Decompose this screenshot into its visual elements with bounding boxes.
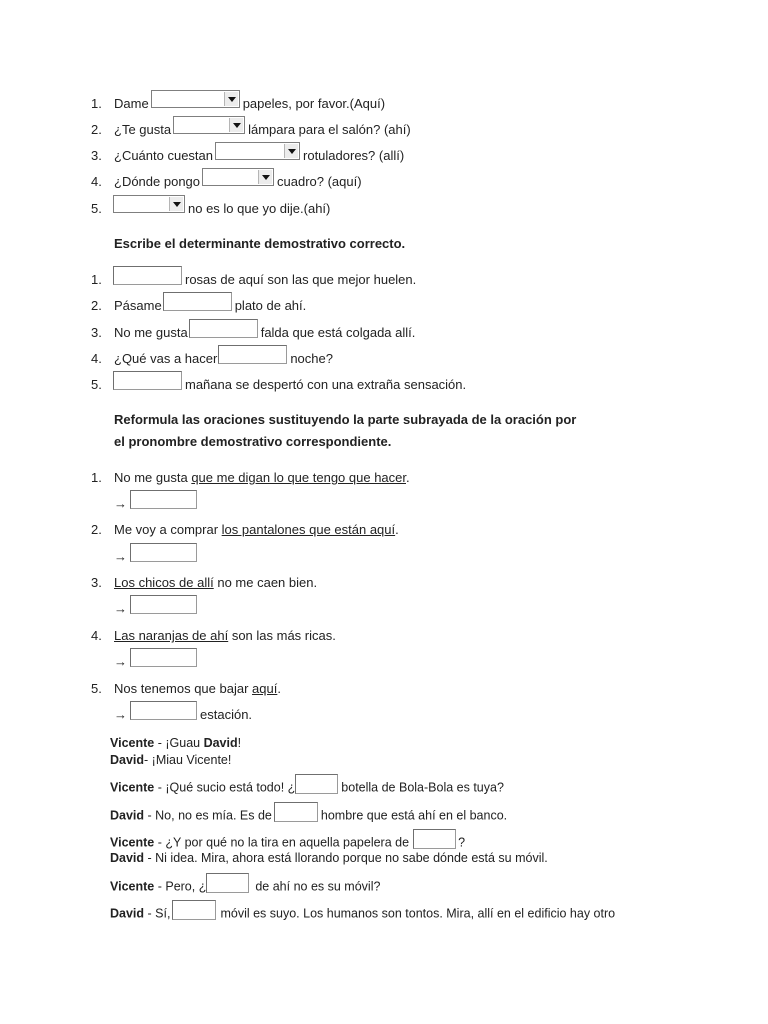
answer-input[interactable] (189, 319, 258, 338)
item-text-before: No me gusta (114, 470, 192, 485)
dialogue-line (110, 904, 615, 924)
item-number: 5. (91, 201, 102, 216)
answer-input[interactable] (130, 648, 197, 667)
answer-select[interactable] (113, 195, 185, 213)
answer-input[interactable] (172, 900, 216, 920)
speaker-name: Vicente (110, 780, 155, 795)
item-text-after-box: estación. (200, 707, 253, 722)
item-text-after: falda que está colgada allí. (260, 325, 416, 340)
answer-select[interactable] (215, 142, 300, 160)
answer-input[interactable] (274, 802, 318, 822)
answer-line (114, 547, 200, 567)
arrow-right-icon: → (114, 654, 127, 669)
item-number: 1. (91, 470, 102, 485)
item-number: 2. (91, 122, 102, 137)
item-text-before: No me gusta (114, 325, 188, 340)
underlined-phrase: los pantalones que están aquí (221, 522, 396, 537)
item-text-before: ¿Cuánto cuestan (114, 148, 214, 163)
answer-input[interactable] (130, 701, 197, 720)
item-text-after: papeles, por favor.(Aquí) (242, 96, 386, 111)
dialogue-text-end: ? (458, 835, 466, 850)
dialogue-line (110, 806, 507, 826)
item-text-before: ¿Qué vas a hacer (114, 351, 218, 366)
dialogue-text-end: ! (237, 736, 242, 750)
dialogue-line (110, 877, 380, 897)
answer-input[interactable] (413, 829, 456, 849)
answer-input[interactable] (130, 595, 197, 614)
answer-input[interactable] (113, 266, 182, 285)
answer-input[interactable] (218, 345, 287, 364)
item-text-after: no me caen bien. (213, 575, 318, 590)
dialogue-text-end: botella de Bola-Bola es tuya? (341, 780, 504, 795)
item-text-after: lámpara para el salón? (ahí) (248, 122, 411, 137)
item-number: 3. (91, 148, 102, 163)
arrow-right-icon: → (114, 601, 127, 616)
item-text-after: . (406, 470, 410, 485)
answer-input[interactable] (130, 490, 197, 509)
item-text-before: ¿Dónde pongo (114, 174, 201, 189)
dialogue-text: - ¿Y por qué no la tira en aquella papelera de (154, 835, 410, 850)
answer-select[interactable] (151, 90, 240, 108)
answer-input[interactable] (113, 371, 182, 390)
dialogue-text-end: móvil es suyo. Los humanos son tontos. Mira, allí en el edificio hay otro (220, 906, 616, 921)
section-heading: Reformula las oraciones sustituyendo la parte subrayada de la oración por (114, 412, 577, 427)
chevron-down-icon[interactable] (258, 170, 272, 184)
item-text-after: . (395, 522, 399, 537)
dialogue-text: - No, no es mía. Es de (144, 808, 272, 823)
dialogue-bold-name: David (203, 736, 238, 750)
item-number: 3. (91, 325, 102, 340)
chevron-down-icon[interactable] (229, 118, 243, 132)
item-text-before: ¿Te gusta (114, 122, 172, 137)
speaker-name: David (110, 906, 145, 921)
item-text-after: rotuladores? (allí) (303, 148, 405, 163)
dialogue-line (110, 850, 548, 866)
chevron-down-icon[interactable] (284, 144, 298, 158)
item-text-before: Me voy a comprar (114, 522, 222, 537)
speaker-name: David (110, 851, 145, 865)
chevron-down-icon[interactable] (224, 92, 238, 106)
item-number: 3. (91, 575, 102, 590)
answer-input[interactable] (163, 292, 232, 311)
item-text-after: plato de ahí. (234, 298, 307, 313)
speaker-name: David (110, 753, 145, 767)
dialogue-text: - ¡Guau (154, 736, 204, 750)
section-heading-line2: el pronombre demostrativo correspondiente. (114, 434, 392, 449)
item-number: 1. (91, 96, 102, 111)
dialogue-text: - Pero, ¿ (154, 879, 207, 894)
dialogue-line (110, 778, 504, 798)
answer-line (114, 652, 200, 672)
arrow-right-icon: → (114, 549, 127, 564)
dialogue-text: - ¡Qué sucio está todo! ¿ (154, 780, 296, 795)
underlined-phrase: que me digan lo que tengo que hacer (191, 470, 406, 485)
item-number: 4. (91, 628, 102, 643)
speaker-name: Vicente (110, 736, 155, 750)
underlined-phrase: Las naranjas de ahí (114, 628, 229, 643)
underlined-phrase: Los chicos de allí (114, 575, 214, 590)
arrow-right-icon: → (114, 496, 127, 511)
answer-line (114, 494, 200, 514)
answer-select[interactable] (173, 116, 245, 134)
item-text-before: Nos tenemos que bajar (114, 681, 253, 696)
dialogue-text-end: de ahí no es su móvil? (255, 879, 381, 894)
item-number: 1. (91, 272, 102, 287)
dialogue-line (110, 735, 241, 751)
answer-select[interactable] (202, 168, 274, 186)
item-text-after: noche? (290, 351, 333, 366)
dialogue-line (110, 752, 231, 768)
answer-input[interactable] (130, 543, 197, 562)
dialogue-text: - ¡Miau Vicente! (144, 753, 232, 767)
item-number: 2. (91, 298, 102, 313)
item-text-after: . (277, 681, 281, 696)
item-number: 2. (91, 522, 102, 537)
item-text-before: Pásame (114, 298, 162, 313)
item-text-after: no es lo que yo dije.(ahí) (188, 201, 331, 216)
item-text-after: rosas de aquí son las que mejor huelen. (185, 272, 417, 287)
dialogue-text-end: hombre que está ahí en el banco. (320, 808, 508, 823)
item-text-after: mañana se despertó con una extraña sensación. (185, 377, 467, 392)
speaker-name: Vicente (110, 879, 155, 894)
speaker-name: Vicente (110, 835, 155, 850)
dialogue-text: - Sí, (144, 906, 171, 921)
item-text-after: cuadro? (aquí) (277, 174, 362, 189)
item-number: 5. (91, 377, 102, 392)
item-number: 4. (91, 174, 102, 189)
arrow-right-icon: → (114, 707, 127, 722)
dialogue-text: - Ni idea. Mira, ahora está llorando porque no sabe dónde está su móvil. (144, 851, 548, 865)
speaker-name: David (110, 808, 145, 823)
item-number: 5. (91, 681, 102, 696)
answer-line (114, 705, 252, 725)
item-text-before: Dame (114, 96, 149, 111)
chevron-down-icon[interactable] (169, 197, 183, 211)
answer-input[interactable] (206, 873, 249, 893)
item-text-after: son las más ricas. (228, 628, 336, 643)
answer-input[interactable] (295, 774, 338, 794)
underlined-phrase: aquí (252, 681, 278, 696)
section-heading: Escribe el determinante demostrativo correcto. (114, 236, 406, 251)
answer-line (114, 599, 200, 619)
item-number: 4. (91, 351, 102, 366)
